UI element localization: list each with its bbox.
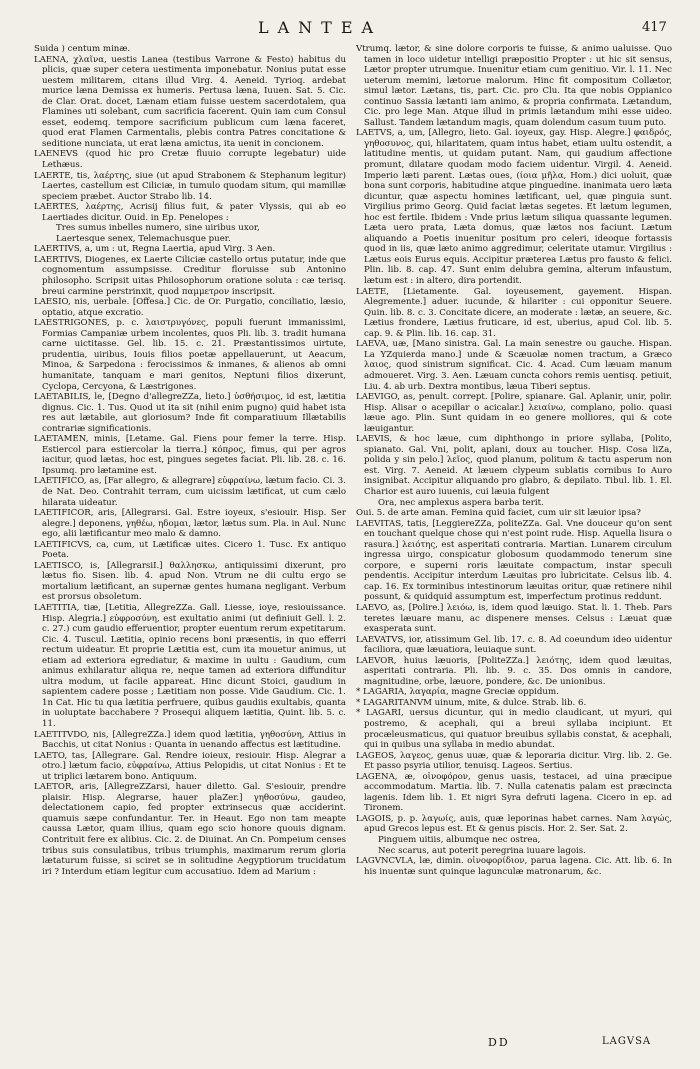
- page-footer: [0, 1036, 700, 1052]
- running-head: [0, 18, 700, 40]
- dictionary-entry: LAEVA, uæ, [Mano sinistra. Gal. La main senestre ou gauche. Hispan. La YZquierda mano.] unde & Scæuolæ nomen tractum, a Græco λαιος, quod sinistrum significat. Cic. 4. Acad. Cum læuam manum admoueret. Virg. 3. Aen. Læuam cuncta cohors remis uentisq. petiuit, Liu. 4. ab urb. Dextra montibus, læua Tiberi septus.: [356, 339, 672, 392]
- dictionary-entry: * LAGARI, uersus dicuntur, qui in medio claudicant, ut myuri, qui postremo, & acephali, qui a breui syllaba incipiunt. Et procæleusmaticus, qui quatuor breuibus syllabis constat, & acephali, qui in quibus una syllaba in medio abundat.: [356, 708, 672, 751]
- dictionary-entry: LAEVATVS, ior, atissimum Gel. lib. 17. c. 8. Ad coeundum ideo uidentur faciliora, quæ læuatiora, leuiaque sunt.: [356, 634, 672, 656]
- dictionary-entry: LAETO, tas, [Allegrare. Gal. Rendre ioieux, resiouir. Hisp. Alegrar a otro.] lætum facio, εὐφραίνω, Attius Pelopidis, ut citat Nonius : Et te ut triplici lætarem bono. Antiquum.: [34, 750, 346, 782]
- verse-line: Laertesque senex, Telemachusque puer.: [56, 233, 231, 244]
- running-head-title: LANTEA: [258, 18, 383, 37]
- dictionary-entry: LAETIFICOR, aris, [Allegrarsi. Gal. Estre ioyeux, s'esiouir. Hisp. Ser alegre.] deponens, γηθέω, ηδομαι, lætor, lætus sum. Pla. in Aul. Nunc ego, alii lætificantur meo malo & damno.: [34, 508, 346, 540]
- dictionary-entry: LAETITIA, tiæ, [Letitia, AllegreZZa. Gall. Liesse, ioye, resiouissance. Hisp. Alegria.] εὐφροσύνη, est exultatio animi (ut definiuit Gell. l. 2. c. 27.) cum gaudio efferuentior, propter euentum rerum expetitarum. Cic. 4. Tuscul. Lætitia, opinio recens boni præsentis, in quo efferri rectum uideatur. Et proprie Lætitia est, cum ita mouetur animus, ut etiam ad exteriora egrediatur, & maxime in uultu : Gaudium, cum animus exhilaratur aliqua re, neque tamen ad exteriora diffunditur ultra modum, ut facile appareat. Hinc dicunt Stoici, gaudium in sapientem cadere posse ; Lætitiam non posse. Vide Gaudium. Cic. 1. 1n Cat. Hic tu qua lætitia perfruere, quibus gaudiis exultabis, quanta in uoluptate bacchabere ? Prosequi aliquem lætitia, Quint. lib. 5. c. 11.: [34, 602, 346, 729]
- dictionary-entry: LAERTIVS, Diogenes, ex Laerte Ciliciæ castello ortus putatur, inde que cognomentum assumpsisse. Creditur floruisse sub Antonino philosopho. Scripsit uitas Philosophorum oratione soluta : cæ terisq. breui carmine perstrinxit, quod παμμετρον inscripsit.: [34, 254, 346, 297]
- dictionary-entry: LAETOR, aris, [AllegreZZarsi, hauer diletto. Gal. S'esiouir, prendre plaisir. Hisp. Alegrarse, hauer plaZer.] γηθοσύνω, gaudeo, delectationem capio, fed propter extrinsecus quæ acciderint. quamuis sæpe confundantur. Ter. in Heaut. Ego non tam meapte caussa Lætor, quam illius, quam ego scio honore quouis dignam. Contrituit fere ex alibius. Cic. 2. de Diuinat. An Cn. Pompeium censes tribus suis consulatibus, tribus triumphis, maximarum rerum gloria lætaturum fuisse, si sciret se in solitudine Aegyptiorum trucidatum iri ? Interdum etiam legitur cum accusatiuo. Idem ad Marium :: [34, 782, 346, 877]
- dictionary-entry: LAGEOS, λαγεος, genus uuæ, quæ & leporaria dicitur. Virg. lib. 2. Ge. Et passo psyria utilior, tenuisq. Lageos. Sertius.: [356, 750, 672, 772]
- verse-line: Tres sumus inbelles numero, sine uiribus uxor,: [56, 223, 260, 234]
- page-number: 417: [642, 20, 667, 35]
- dictionary-entry: LAETITVDO, nis, [AllegreZZa.] idem quod lætitia, γηθοσύνη, Attius in Bacchis, ut citat Nonius : Quanta in uenando affectus est lætitudine.: [34, 729, 346, 751]
- dictionary-entry: LAETISCO, is, [AllegrarsiI.] θαλλησκω, antiquissimi dixerunt, pro lætus fio. Sisen. lib. 4. apud Non. Vtrum ne dii cultu ergo se mortalium lætificant, an supernæ gentes humana negligant. Verbum est prorsus obsoletum.: [34, 560, 346, 603]
- dictionary-entry: LAENEVS (quod hic pro Cretæ fluuio corrupte legebatur) uide Lethæus.: [34, 149, 346, 171]
- dictionary-entry: LAEVOR, huius læuoris, [PoliteZZa.] λειότης, idem quod læuitas, asperitati contraria. Pli. lib. 9. c. 35. Dos omnis in candore, magnitudine, orbe, læuore, pondere, &c. De unionibus.: [356, 655, 672, 687]
- dictionary-entry: LAETVS, a, um, [Allegro, lieto. Gal. ioyeux, gay. Hisp. Alegre.] φαιδρός, γηθοσυνος, qui, hilaritatem, quam intus habet, etiam uultu ostendit, a latitudine mentis, ut quidam putant. Nam, qui gaudium affectione promunt, dilatare quodam modo faciem uidentur. Virgil. 4. Aeneid. Imperio læti parent. Lætas oues, (ίοια μῆλα, Hom.) dici uoluit, quæ bona sunt corporis, habitudine atque pinguedine. inanimata uero læta dicuntur, quæ aspectu homines lætificant, uel, quæ pinguia sunt. Virgilius primo Georg. Quid faciat lætas segetes. Et lætum legumen, hoc est fertile. Ibidem : Vnde prius lætum siliqua quassante legumen. Læta uero prata, Læta domus, quæ lætos nos faciunt. Lætum aliquando a Poetis inuenitur positum pro celeri, ideoque fortassis quod in iis, quæ læto animo aggredimur, celeritate utamur. Virgilius : Lætus eois Eurus equis. Accipitur præterea Lætus pro fausto & felici. Plin. lib. 8. cap. 47. Sunt enim delubra gemina, alterum infaustum, lætum est : in altero, dira portendit.: [356, 128, 672, 287]
- catchword: LAGVSA: [602, 1036, 652, 1047]
- dictionary-entry: LAEVITAS, tatis, [LeggiereZZa, politeZZa. Gal. Vne douceur qu'on sent en touchant quelque chose qui n'est point rude. Hisp. Aquella lisura o rasura.] λειότης, est asperitati contraria. Martian. Lunarem circulum ingressa uirgo, conspicatur globosum quodammodo tenerum sine corpore, e superni roris læuitate compactum, instar speculi pendentis. Accipitur interdum Læuitas pro lubricitate. Celsus lib. 4. cap. 16. Ex torminibus intestinorum læuitas oritur, quæ retinere nihil possunt, & quidquid assumptum est, imperfectum protinus reddunt.: [356, 518, 672, 603]
- dictionary-entry: LAGVNCVLA, læ, dimin. οἰνοφορίδιον, parua lagena. Cic. Att. lib. 6. In his inuentæ sunt quinque lagunculæ matronarum, &c.: [356, 856, 672, 877]
- dictionary-entry: LAEVIGO, as, penult. corrept. [Polire, spianare. Gal. Aplanir, unir, polir. Hisp. Alisar o acepillar o acicalar.] λειαίνω, complano, polio. quasi læue ago. Plin. Sunt quidam in eo genere molliores, qui & cote læuigantur.: [356, 392, 672, 434]
- dictionary-entry: LAERTE, tis, λαέρτης, siue (ut apud Strabonem & Stephanum legitur) Laertes, castellum est Ciliciæ, in tumulo quodam situm, qui mamillæ speciem præbet. Auctor Strabo lib. 14.: [34, 170, 346, 202]
- dictionary-entry: LAGENA, æ, οἰνοφόρον, genus uasis, testacei, ad uina præcipue accommodatum. Martia. lib. 7. Nulla catenatis palam est præcincta lagenis. Idem lib. 1. Et nigri Syra defruti lagena. Cicero in ep. ad Tironem.: [356, 771, 672, 814]
- right-column: [356, 44, 672, 877]
- dictionary-entry: LAETIFICVS, ca, cum, ut Lætificæ uites. Cicero 1. Tusc. Ex antiquo Poeta.: [34, 539, 346, 561]
- signature-mark: DD: [488, 1036, 510, 1049]
- verse-line: Pinguem uitiis, albumque nec ostrea,: [378, 835, 541, 846]
- dictionary-entry: LAETIFICO, as, [Far allegro, & allegrare] εὐφραίνω, lætum facio. Ci. 3. de Nat. Deo. Contrahit terram, cum uicissim lætificat, ut cum cælo hilarata uideatur.: [34, 476, 346, 508]
- verse-line: Nec scarus, aut poterit peregrina iuuare lagois.: [378, 845, 586, 856]
- dictionary-entry: Suida ) centum minæ.: [34, 44, 131, 54]
- dictionary-entry: LAEVIS, & hoc læue, cum diphthongo in priore syllaba, [Polito, spianato. Gal. Vni, polit, aplani, doux au toucher. Hisp. Cosa liZa, polida y sin pelo.] λεῖος, quod planum, politum & tactu asperum non est. Virg. 7. Aeneid. At læuem clypeum sublatis cornibus Io Auro insignibat. Accipitur aliquando pro glabro, & depilato. Tibul. lib. 1. El. Charior est auro iuuenis, cui læuia fulgent: [356, 434, 672, 497]
- dictionary-entry: Vtrumq. lætor, & sine dolore corporis te fuisse, & animo ualuisse. Quo tamen in loco uidetur intelligi præpositio Propter : ut hic sit sensus, Lætor propter utrumque. Inuenitur etiam cum genitiuo. Vir. l. 11. Nec ueterum memini, lætorue malorum. Hinc fit compositum Collætor, simul lætor. Lætans, tis, part. Cic. pro Clu. Ita que nobis Oppianico continuo Sassia lætanti iam animo, & propria confirmata. Lætandum, Cic. pro lege Man. Atque illud in primis lætandum mihi esse uideo. Sallust. Tandem lætandum magis, quam dolendum casum tuum puto.: [356, 44, 672, 128]
- left-column: [34, 44, 346, 877]
- dictionary-entry: LAESIO, nis, uerbale. [Offesa.] Cic. de Or. Purgatio, conciliatio, læsio, optatio, atque excratio.: [34, 297, 346, 318]
- dictionary-entry: LAERTES, λαέρτης, Acrisij filius fuit, & pater Vlyssis, qui ab eo Laertiades dicitur. Ouid. in Ep. Penelopes :: [34, 202, 346, 223]
- dictionary-entry: LAESTRIGONES, p. c. λαιστρυγόνες, populi fuerunt immanissimi, Formias Campaniæ urbem incolentes, quos Pli. lib. 3. tradit humana carne uictitasse. Gel. lib. 15. c. 21. Præstantissimos uirtute, prudentia, uiribus, Iouis filios poetæ appellauerunt, ut Aeacum, Minoa, & Sarpedona : ferocissimos & inmanes, & alienos ab omni humanitate, tanquam e mari genitos, Neptuni filios dixerunt, Cyclopa, Cercyona, & Læstrigones.: [34, 318, 346, 392]
- dictionary-entry: * LAGARIA, λαγαρία, magne Greciæ oppidum.: [356, 687, 559, 698]
- dictionary-entry: LAGOIS, p. p. λαγωίς, auis, quæ leporinas habet carnes. Nam λαγώς, apud Grecos lepus est. Et & genus piscis. Hor. 2. Ser. Sat. 2.: [356, 813, 672, 835]
- dictionary-entry: LAETE, [Lietamente. Gal. ioyeusement, gayement. Hispan. Alegremente.] aduer. iucunde, & hilariter : cui opponitur Seuere. Quin. lib. 8. c. 3. Concitate dicere, an moderate : lætæ, an seuere, &c. Lætius frondere, Lætius fruticare, id est, uberius, apud Col. lib. 5. cap. 9. & Plin. lib. 16. cap. 31.: [356, 286, 672, 339]
- dictionary-entry: * LAGARITANVM uinum, mite, & dulce. Strab. lib. 6.: [356, 697, 587, 708]
- dictionary-entry: LAEVO, as, [Polire.] λειόω, is, idem quod læuigo. Stat. li. 1. Theb. Pars teretes læuare manu, ac dispenere menses. Celsus : Læuat quæ exasperata sunt.: [356, 602, 672, 635]
- verse-line: Ora, nec amplexus aspera barba terit.: [378, 497, 544, 508]
- dictionary-entry: Oui. 5. de arte aman. Femina quid faciet, cum uir sit læuior ipsa?: [356, 508, 641, 519]
- dictionary-entry: LAETABILIS, le, [Degno d'allegreZZa, lieto.] ὑσθήσιμος, id est, lætitia dignus. Cic. 1. Tus. Quod ut ita sit (nihil enim pugno) quid habet ista res aut lætabile, aut gloriosum? Inde fit comparatiuum Illætabilis contrariæ significationis.: [34, 392, 346, 434]
- dictionary-entry: LAETAMEN, minis, [Letame. Gal. Fiens pour femer la terre. Hisp. Estiercol para estiercolar la tierra.] κόπρος, fimus, qui per agros iacitur, quod lætas, hoc est, pingues segetes faciat. Pli. lib. 28. c. 16. Ipsumq. pro lætamine est.: [34, 434, 346, 476]
- dictionary-entry: LAERTIVS, a, um : ut, Regna Laertia, apud Virg. 3 Aen.: [34, 244, 276, 255]
- dictionary-entry: LAENA, χλαῖνα, uestis Lanea (testibus Varrone & Festo) habitus du plicis, quæ super cetera uestimenta imponebatur. Nonius putat esse uestem militarem, citans illud Virg. 4. Aeneid. Tyrioq. ardebat murice læna Demissa ex humeris. Pertusa læna, Iuuen. Sat. 5. Cic. de Clar. Orat. docet, Lænam etiam fuisse uestem sacerdotalem, qua Flamines uti solebant, cum sacrificia facerent. Quin iam cum Consul esset, eodemq. tempore sacrificium publicum cum læna faceret, quod erat Flamen Carmentalis, plebis contra Patres concitatione & seditione nunciata, ut erat læna amictus, ita uenit in concionem.: [34, 54, 346, 149]
